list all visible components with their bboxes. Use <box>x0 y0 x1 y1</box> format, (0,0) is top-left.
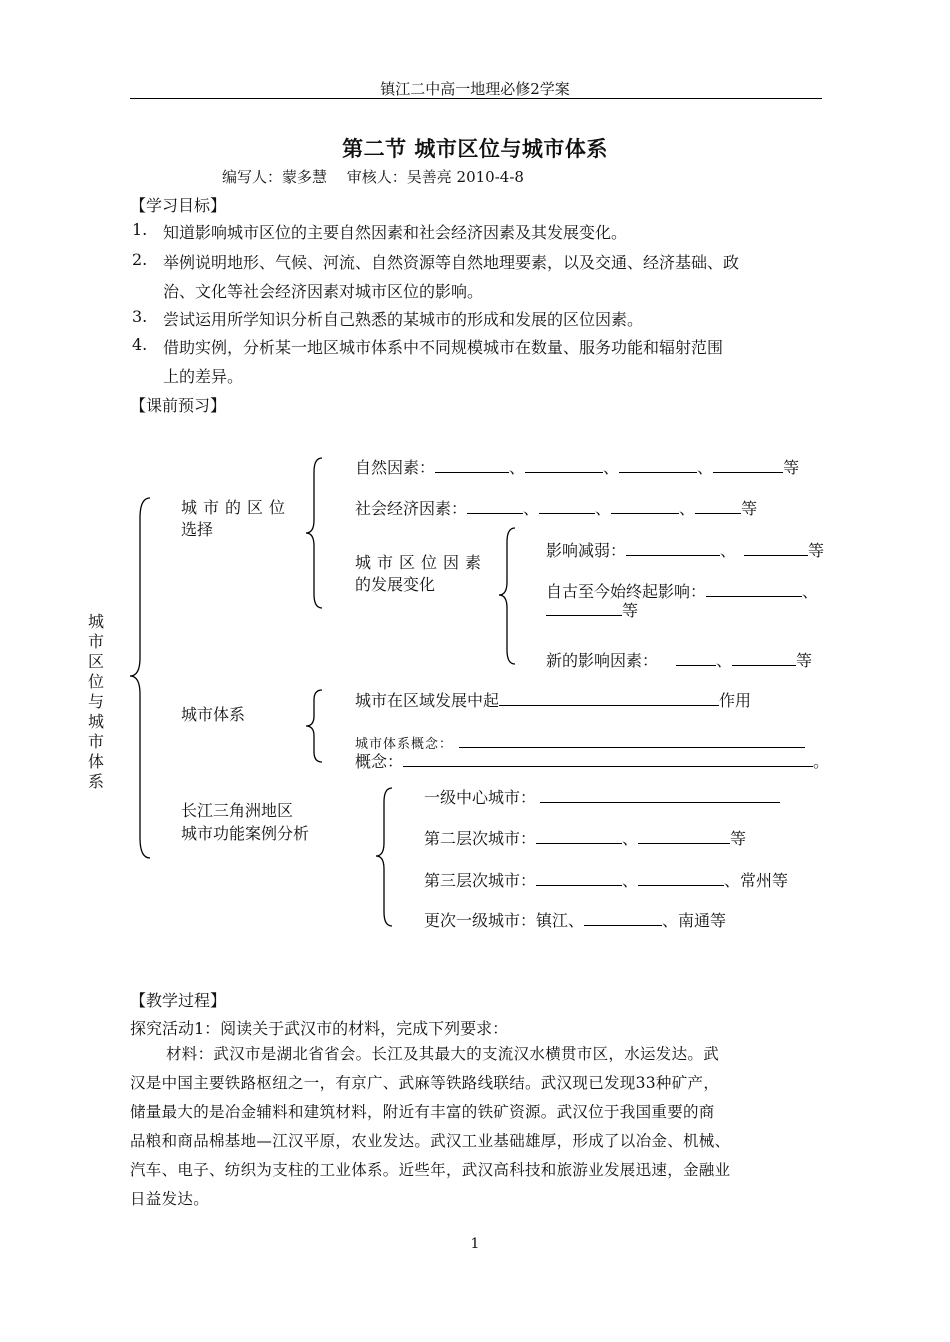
role-row <box>355 688 751 711</box>
fill-blank[interactable] <box>499 691 719 706</box>
separator: 、 <box>697 458 714 477</box>
objectives-heading: 【学习目标】 <box>130 196 227 215</box>
system-brace <box>306 690 322 762</box>
objective-number: 3. <box>132 307 148 326</box>
row-end: 等 <box>796 651 813 670</box>
fill-blank[interactable] <box>459 736 805 748</box>
change-brace <box>499 528 515 664</box>
level3-label: 第三层次城市： <box>424 871 537 890</box>
fill-blank[interactable] <box>626 541 720 556</box>
objective-text: 上的差异。 <box>163 367 244 386</box>
process-heading: 【教学过程】 <box>130 991 227 1010</box>
fill-blank[interactable] <box>676 651 716 666</box>
material-line: 品粮和商品棉基地—江汉平原，农业发达。武汉工业基础雄厚，形成了以冶金、机械、 <box>130 1132 731 1150</box>
weaken-label: 影响减弱： <box>546 541 627 560</box>
fill-blank[interactable] <box>403 752 813 767</box>
fill-blank[interactable] <box>536 829 622 844</box>
separator: 、 <box>622 871 639 890</box>
material-line: 储量最大的是冶金辅料和建筑材料，附近有丰富的铁矿资源。武汉位于我国重要的商 <box>130 1103 715 1121</box>
concept-row <box>355 749 829 772</box>
fill-blank[interactable] <box>540 788 780 803</box>
row-end: 等 <box>730 829 747 848</box>
delta-label: 长江三角洲地区 <box>181 801 294 820</box>
material-line: 汽车、电子、纺织为支柱的工业体系。近些年，武汉高科技和旅游业发展迅速，金融业 <box>130 1161 731 1179</box>
preview-heading: 【课前预习】 <box>130 396 227 415</box>
concept-end: 。 <box>813 752 830 771</box>
always-label: 自古至今始终起影响： <box>546 582 707 601</box>
fill-blank[interactable] <box>638 871 724 886</box>
fill-blank[interactable] <box>695 499 741 514</box>
fill-blank[interactable] <box>584 911 662 926</box>
row-end: 等 <box>622 601 639 620</box>
fill-blank[interactable] <box>732 651 796 666</box>
fill-blank[interactable] <box>744 541 808 556</box>
level1-label: 一级中心城市： <box>424 788 537 807</box>
fill-blank[interactable] <box>611 499 679 514</box>
material-line: 汉是中国主要铁路枢纽之一，有京广、武麻等铁路线联结。武汉现已发现33种矿产， <box>130 1074 720 1092</box>
separator: 、 <box>523 499 540 518</box>
change-label: 的发展变化 <box>355 575 436 594</box>
level3-row <box>424 868 788 891</box>
location-choice-label: 选择 <box>181 520 214 539</box>
social-label: 社会经济因素： <box>355 499 468 518</box>
delta-brace <box>376 788 392 926</box>
separator: 、 <box>595 499 612 518</box>
row-end: 、南通等 <box>662 911 727 930</box>
row-end: 等 <box>741 499 758 518</box>
location-brace <box>306 458 322 608</box>
system-label: 城市体系 <box>181 705 246 724</box>
objective-number: 1. <box>132 220 148 239</box>
objective-text: 尝试运用所学知识分析自己熟悉的某城市的形成和发展的区位因素。 <box>163 310 644 329</box>
fill-blank[interactable] <box>619 458 697 473</box>
fill-blank[interactable] <box>638 829 730 844</box>
objective-text: 知道影响城市区位的主要自然因素和社会经济因素及其发展变化。 <box>163 223 628 242</box>
level2-label: 第二层次城市： <box>424 829 537 848</box>
page-header: 镇江二中高一地理必修2学案 <box>380 80 570 98</box>
new-factors-label: 新的影响因素： <box>546 651 659 670</box>
objective-number: 4. <box>132 335 148 354</box>
row-end: 作用 <box>719 691 752 710</box>
separator: 、 <box>622 829 639 848</box>
objective-text: 举例说明地形、气候、河流、自然资源等自然地理要素，以及交通、经济基础、政 <box>163 253 740 272</box>
diagram-root-label: 城市区位与城市体系 <box>87 612 104 791</box>
page-title: 第二节 城市区位与城市体系 <box>342 136 608 161</box>
objective-number: 2. <box>132 250 148 269</box>
fill-blank[interactable] <box>706 582 802 597</box>
row-end: 等 <box>808 541 825 560</box>
separator: 、 <box>679 499 696 518</box>
change-label: 城市区位因素 <box>355 553 488 572</box>
concept-label: 概念： <box>355 752 404 771</box>
level2-row <box>424 826 746 849</box>
fill-blank[interactable] <box>525 458 603 473</box>
fill-blank[interactable] <box>713 458 783 473</box>
row-end: 、常州等 <box>724 871 789 890</box>
concept-small-label: 城市体系概念： <box>355 737 454 752</box>
root-brace <box>130 498 150 858</box>
natural-factors-row <box>355 455 799 478</box>
weaken-row <box>546 538 824 561</box>
level4-label: 更次一级城市：镇江、 <box>424 911 585 930</box>
activity-prompt: 探究活动1：阅读关于武汉市的材料，完成下列要求： <box>130 1019 509 1038</box>
material-line: 日益发达。 <box>130 1190 210 1208</box>
level4-row <box>424 908 726 931</box>
separator: 、 <box>720 541 737 560</box>
fill-blank[interactable] <box>435 458 509 473</box>
material-line: 材料：武汉市是湖北省省会。长江及其最大的支流汉水横贯市区，水运发达。武 <box>166 1045 720 1063</box>
separator: 、 <box>603 458 620 477</box>
separator: 、 <box>802 582 819 601</box>
location-choice-label: 城市的区位 <box>181 498 292 517</box>
row-end: 等 <box>783 458 800 477</box>
fill-blank[interactable] <box>467 499 523 514</box>
new-factors-row <box>546 648 812 671</box>
delta-label: 城市功能案例分析 <box>181 824 310 843</box>
fill-blank[interactable] <box>539 499 595 514</box>
social-factors-row <box>355 496 757 519</box>
separator: 、 <box>509 458 526 477</box>
separator: 、 <box>716 651 733 670</box>
always-row-cont <box>546 598 638 621</box>
fill-blank[interactable] <box>546 601 622 616</box>
natural-label: 自然因素： <box>355 458 436 477</box>
role-label: 城市在区域发展中起 <box>355 691 500 710</box>
page-number: 1 <box>470 1236 480 1252</box>
objective-text: 借助实例，分析某一地区城市体系中不同规模城市在数量、服务功能和辐射范围 <box>163 338 724 357</box>
objective-text: 治、文化等社会经济因素对城市区位的影响。 <box>163 282 484 301</box>
fill-blank[interactable] <box>536 871 622 886</box>
author-line: 编写人：蒙多慧 审核人：吴善亮 2010-4-8 <box>222 168 524 186</box>
level1-row <box>424 785 780 808</box>
